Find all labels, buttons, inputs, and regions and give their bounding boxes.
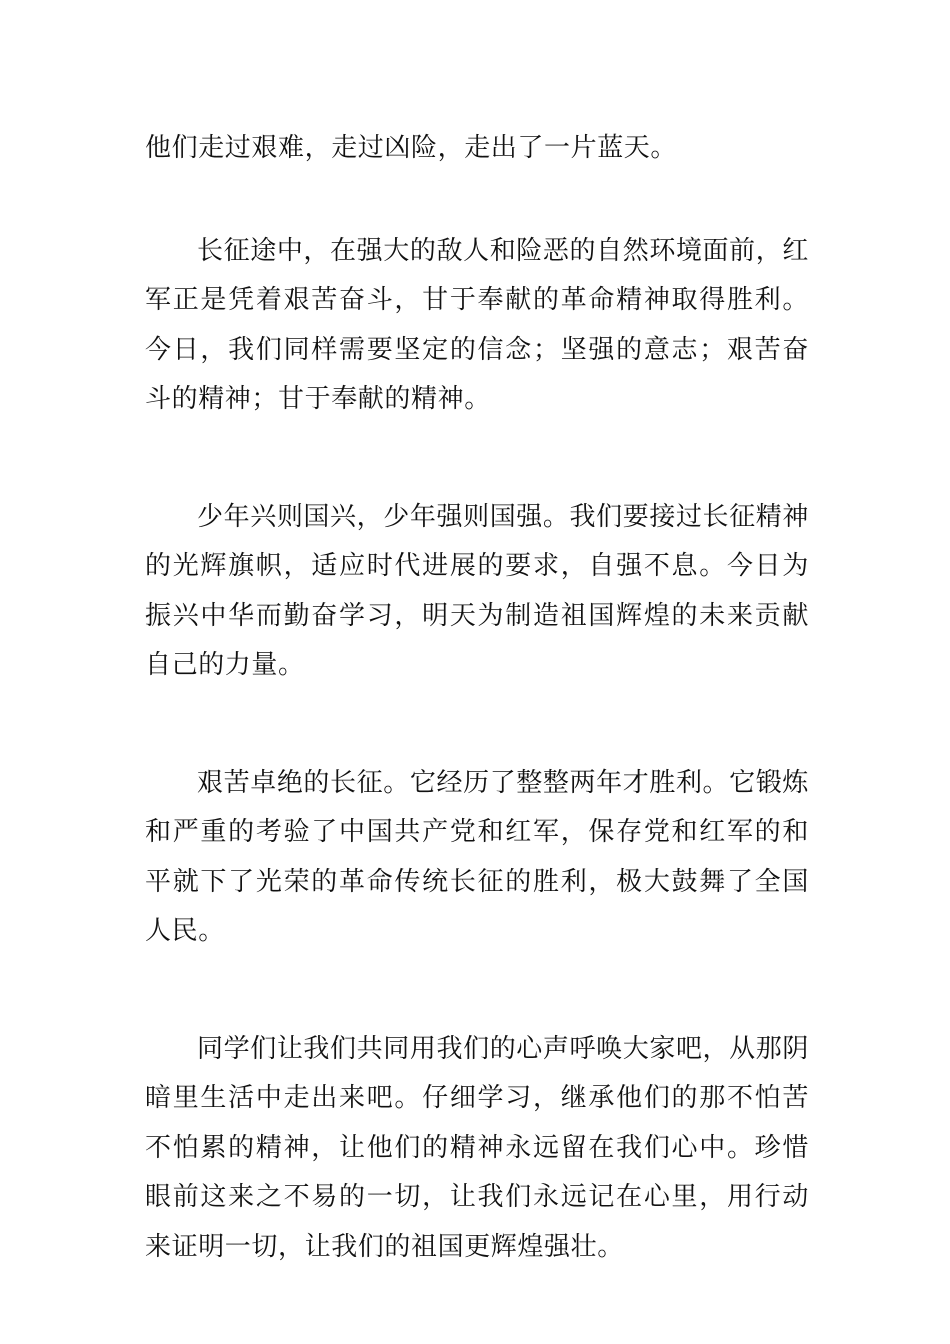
document-body — [145, 124, 809, 1340]
paragraph-youth-strength: 少年兴则国兴，少年强则国强。我们要接过长征精神的光辉旗帜，适应时代进展的要求，自强不息。今日为振兴中华而勤奋学习，明天为制造祖国辉煌的未来贡献自己的力量。 — [145, 501, 809, 680]
paragraph-call-to-classmates: 同学们让我们共同用我们的心声呼唤大家吧，从那阴暗里生活中走出来吧。仔细学习，继承他们的那不怕苦不怕累的精神，让他们的精神永远留在我们心中。珍惜眼前这来之不易的一切，让我们永远记在心里，用行动来证明一切，让我们的祖国更辉煌强壮。 — [145, 1033, 809, 1262]
paragraph-continuation: 他们走过艰难，走过凶险，走出了一片蓝天。 — [145, 133, 678, 163]
paragraph-long-march-spirit: 长征途中，在强大的敌人和险恶的自然环境面前，红军正是凭着艰苦奋斗，甘于奉献的革命精神取得胜利。今日，我们同样需要坚定的信念；坚强的意志；艰苦奋斗的精神；甘于奉献的精神。 — [145, 235, 809, 414]
paragraph-arduous-march: 艰苦卓绝的长征。它经历了整整两年才胜利。它锻炼和严重的考验了中国共产党和红军，保存党和红军的和平就下了光荣的革命传统长征的胜利，极大鼓舞了全国人民。 — [145, 767, 809, 946]
